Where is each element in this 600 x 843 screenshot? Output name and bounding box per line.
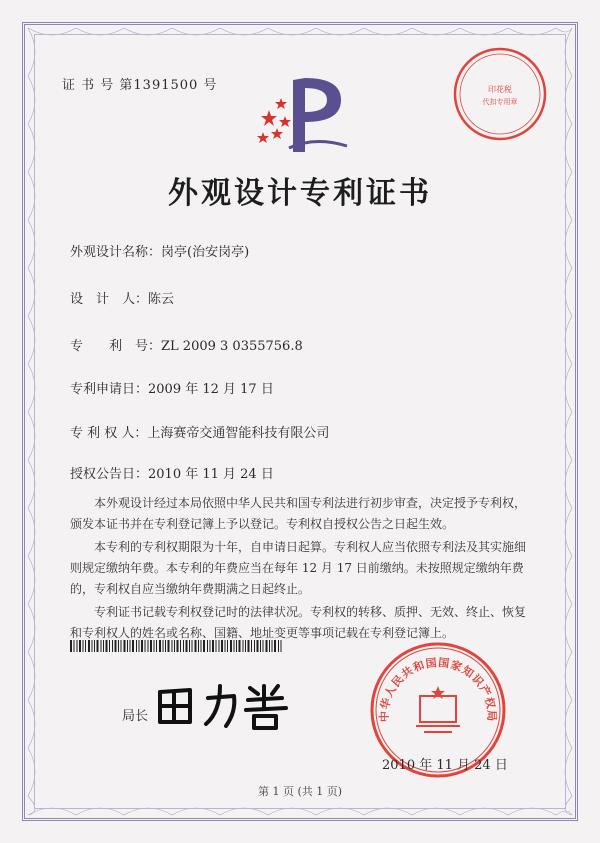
page-number: 第 1 页 (共 1 页) [257,785,343,798]
patent-number-field: 专 利 号：ZL 2009 3 0355756.8 [70,339,303,354]
filing-date-field: 专利申请日：2009 年 12 月 17 日 [70,382,274,397]
patentee-field: 专 利 权 人：上海赛帝交通智能科技有限公司 [70,426,330,441]
paragraph-term-fees: 本专利的专利权期限为十年，自申请日起算。专利权人应当依照专利法及其实施细则规定缴纳年费。本专利的年费应当在每年 12 月 17 日前缴纳。未按照规定缴纳年费的，专利权自应当缴纳年费期满之日起终止。 [70,540,527,596]
design-name-field: 外观设计名称：岗亭(治安岗亭) [70,245,250,260]
paragraph-grant-notice: 本外观设计经过本局依照中华人民共和国专利法进行初步审查，决定授予专利权，颁发本证书并在专利登记簿上予以登记。专利权自授权公告之日起生效。 [70,496,527,531]
certificate-number: 证 书 号 第1391500 号 [62,78,218,93]
patent-office-logo-icon [255,70,355,160]
seal-text: 中华人民共和国国家知识产权局 [377,656,499,723]
designer-field: 设 计 人：陈云 [70,292,175,307]
paragraph-legal-status: 专利证书记载专利权登记时的法律状况。专利权的转移、质押、无效、终止、恢复和专利权人的姓名或名称、国籍、地址变更等事项记载在专利登记簿上。 [70,605,527,640]
barcode-icon [70,640,282,652]
director-signature [150,678,300,733]
stamp-duty-seal [452,46,548,142]
issue-date: 2010 年 11 月 24 日 [382,758,508,773]
certificate-title: 外观设计专利证书 [168,176,432,211]
director-label: 局长 [122,709,149,724]
svg-text:代扣专用章: 代扣专用章 [482,98,518,106]
grant-date-field: 授权公告日：2010 年 11 月 24 日 [70,467,274,482]
svg-text:印花税: 印花税 [488,85,512,94]
